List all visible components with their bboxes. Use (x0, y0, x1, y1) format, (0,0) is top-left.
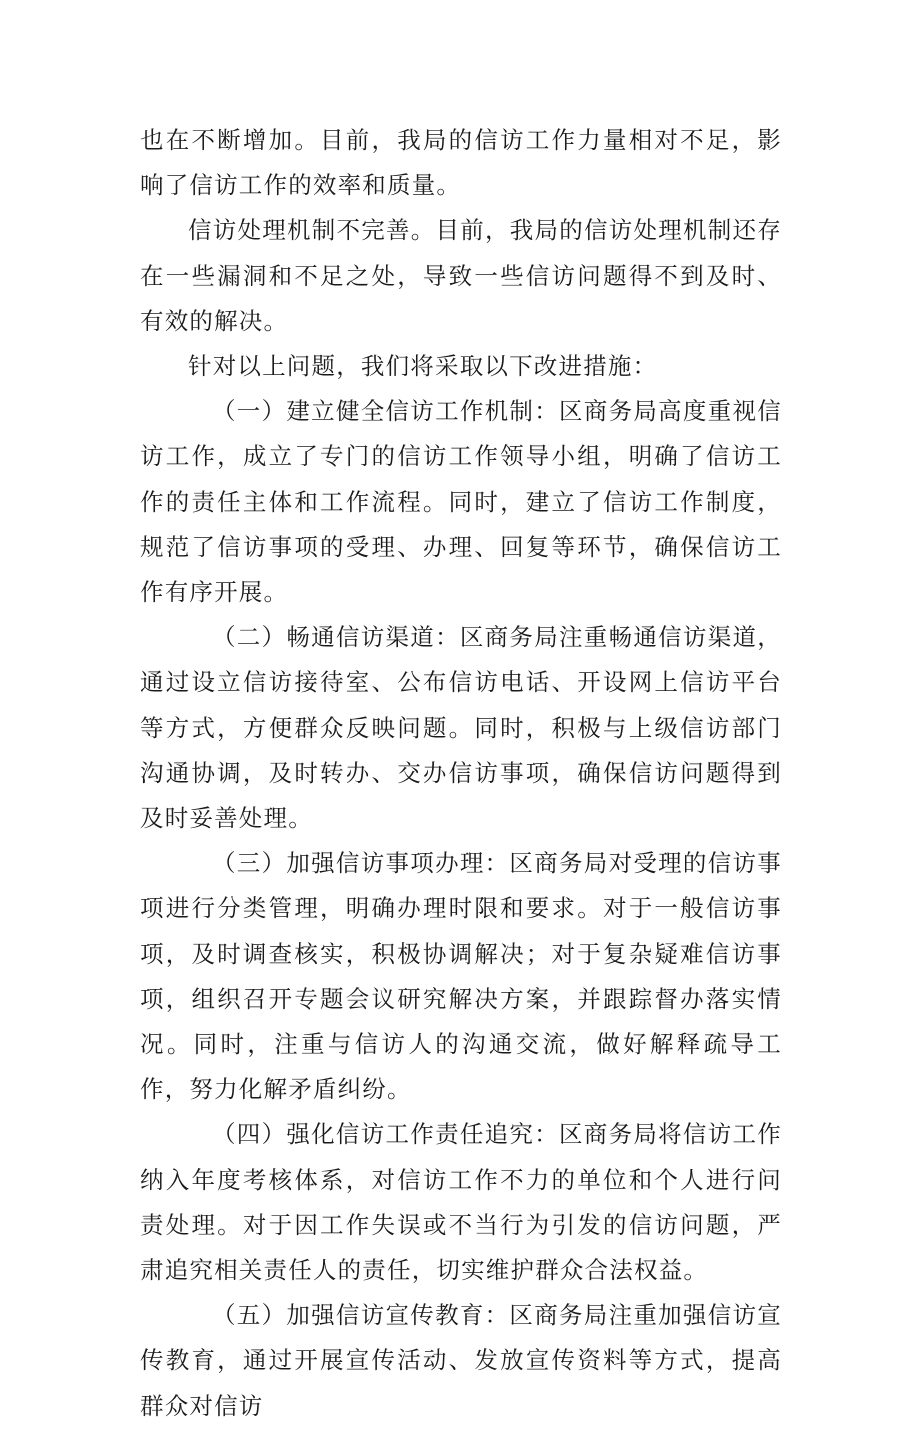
paragraph-measure-5: （五）加强信访宣传教育：区商务局注重加强信访宣传教育，通过开展宣传活动、发放宣传资料等方式，提高群众对信访 (140, 1301, 782, 1420)
paragraph-continuation: 也在不断增加。目前，我局的信访工作力量相对不足，影响了信访工作的效率和质量。 (140, 126, 782, 200)
paragraph-measure-2: （二）畅通信访渠道：区商务局注重畅通信访渠道，通过设立信访接待室、公布信访电话、开设网上信访平台等方式，方便群众反映问题。同时，积极与上级信访部门沟通协调，及时转办、交办信访事项，确保信访问题得到及时妥善处理。 (140, 623, 782, 833)
document-body (140, 118, 782, 1429)
paragraph-measures-intro: 针对以上问题，我们将采取以下改进措施： (188, 352, 658, 381)
paragraph-mechanism-issue: 信访处理机制不完善。目前，我局的信访处理机制还存在一些漏洞和不足之处，导致一些信访问题得不到及时、有效的解决。 (140, 216, 782, 335)
paragraph-measure-1: （一）建立健全信访工作机制：区商务局高度重视信访工作，成立了专门的信访工作领导小组，明确了信访工作的责任主体和工作流程。同时，建立了信访工作制度，规范了信访事项的受理、办理、回复等环节，确保信访工作有序开展。 (140, 397, 782, 607)
paragraph-measure-4: （四）强化信访工作责任追究：区商务局将信访工作纳入年度考核体系，对信访工作不力的单位和个人进行问责处理。对于因工作失误或不当行为引发的信访问题，严肃追究相关责任人的责任，切实维护群众合法权益。 (140, 1120, 782, 1285)
paragraph-measure-3: （三）加强信访事项办理：区商务局对受理的信访事项进行分类管理，明确办理时限和要求。对于一般信访事项，及时调查核实，积极协调解决；对于复杂疑难信访事项，组织召开专题会议研究解决方案，并跟踪督办落实情况。同时，注重与信访人的沟通交流，做好解释疏导工作，努力化解矛盾纠纷。 (140, 849, 782, 1104)
